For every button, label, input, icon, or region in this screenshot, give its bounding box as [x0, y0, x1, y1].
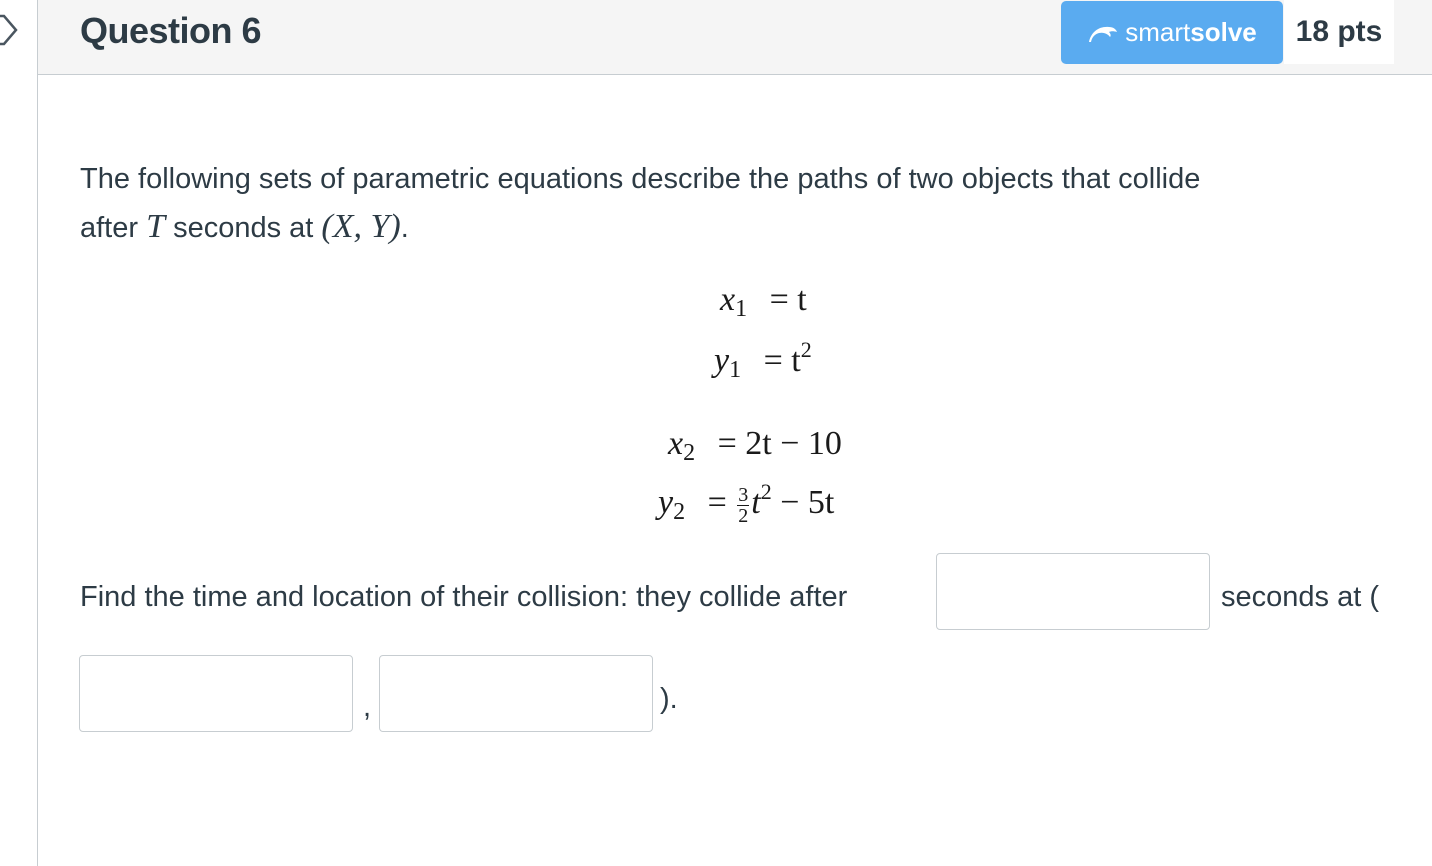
point-XY: (X, Y)	[321, 208, 401, 245]
equation-y2	[658, 479, 834, 526]
y-answer-input[interactable]	[379, 655, 653, 732]
comma-separator: ,	[363, 691, 372, 723]
rhs-y1: = $t^2$	[763, 337, 812, 379]
equation-x2	[668, 425, 842, 467]
seconds-at-text: seconds at (	[1221, 581, 1379, 613]
equation-x1	[720, 281, 807, 323]
question-header	[38, 0, 1432, 75]
question-points: 18 pts	[1284, 0, 1394, 64]
closing-paren: ).	[660, 683, 678, 715]
rhs-x1: = t	[769, 281, 807, 318]
smartsolve-label-bold: solve	[1190, 17, 1257, 47]
lhs-x2: $x_2$	[668, 425, 696, 466]
chevron-right-icon[interactable]	[0, 10, 26, 50]
fraction-three-halves: $\frac{3}{2}$	[738, 483, 749, 527]
rhs-x2: = 2t − 10	[717, 425, 842, 462]
intro-period: .	[400, 212, 409, 244]
equation-y1	[714, 337, 812, 384]
question-container	[37, 0, 1432, 866]
lhs-y1: $y_1$	[714, 342, 742, 383]
var-T: T	[146, 208, 166, 245]
equals-sign: =	[707, 484, 727, 521]
rhs-y2: $t^2 - 5t$	[751, 479, 835, 521]
smartsolve-label-light: smart	[1125, 17, 1191, 47]
intro-line-2	[80, 208, 409, 246]
smartsolve-button[interactable]	[1061, 1, 1283, 64]
intro-line-1: The following sets of parametric equations describe the paths of two objects that collide	[80, 163, 1201, 195]
dolphin-icon	[1087, 22, 1119, 44]
intro-seconds-at: seconds at	[173, 212, 314, 244]
lhs-y2: $y_2$	[658, 484, 686, 525]
question-title: Question 6	[80, 10, 262, 51]
time-answer-input[interactable]	[936, 553, 1210, 630]
x-answer-input[interactable]	[79, 655, 353, 732]
lhs-x1: $x_1$	[720, 281, 748, 322]
intro-after-word: after	[80, 212, 139, 244]
prompt-text: Find the time and location of their collision: they collide after	[80, 581, 848, 613]
